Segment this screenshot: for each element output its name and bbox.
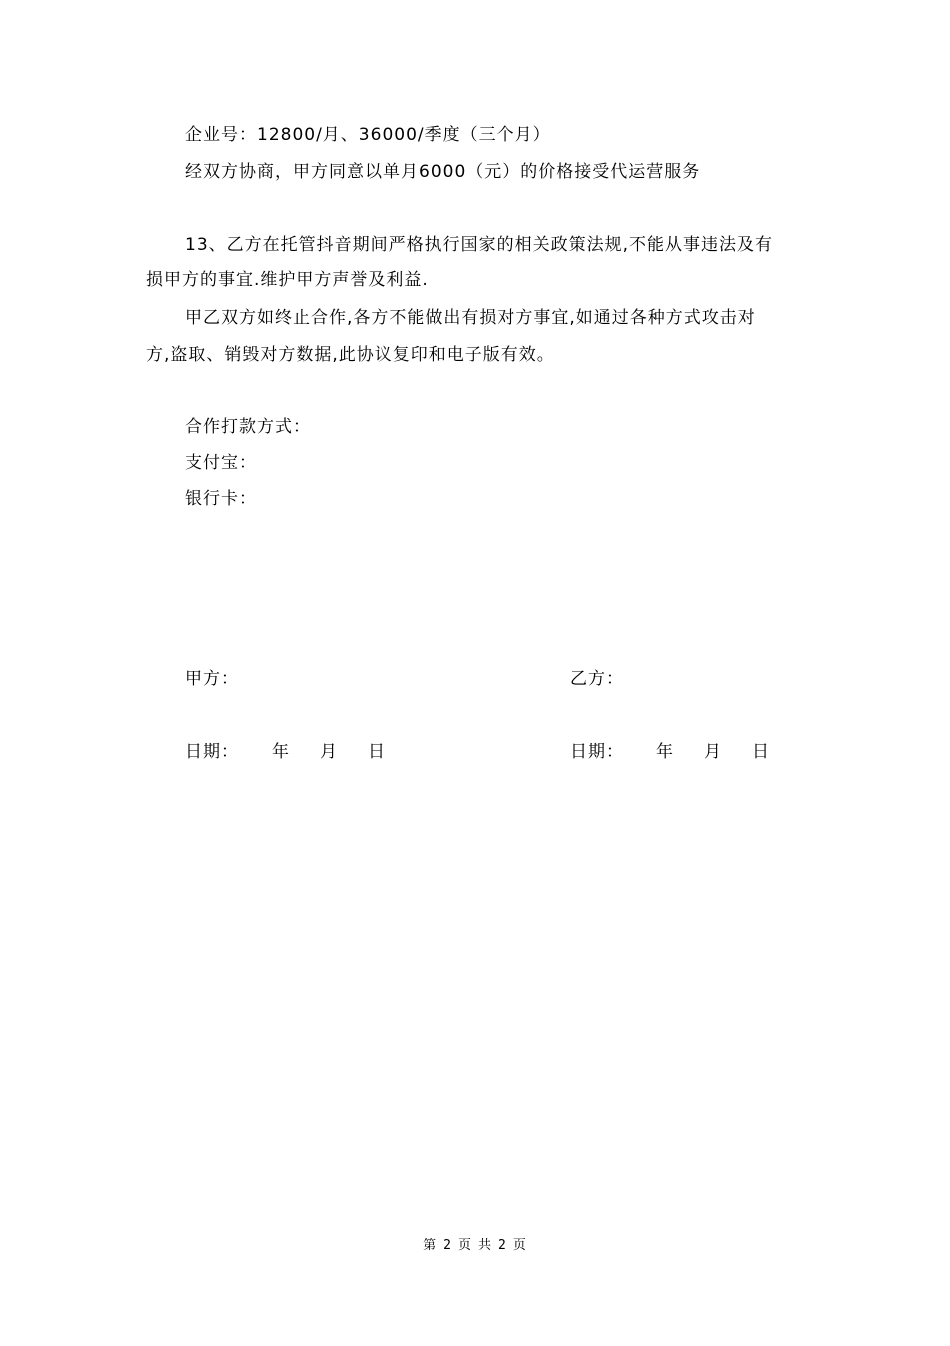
footer-total-suffix: 页 [512,1238,527,1253]
alipay-label: 支付宝： [185,453,257,473]
clause-13-line-1: 13、乙方在托管抖音期间严格执行国家的相关政策法规,不能从事违法及有 [185,235,774,255]
party-a-date-label: 日期： [185,742,239,762]
bank-card-label: 银行卡： [185,489,257,509]
payment-method-title: 合作打款方式： [185,417,311,437]
page-footer [0,1237,950,1255]
party-a-day-label: 日 [368,742,386,762]
party-a-year-label: 年 [272,742,290,762]
footer-current-page: 2 [443,1238,452,1253]
footer-page-prefix: 第 [423,1238,438,1253]
clause-13-line-4: 方,盗取、销毁对方数据,此协议复印和电子版有效。 [146,345,555,365]
party-a-month-label: 月 [320,742,338,762]
party-b-day-label: 日 [752,742,770,762]
footer-page-word: 页 [457,1238,472,1253]
party-b-label: 乙方： [570,669,624,689]
party-b-year-label: 年 [656,742,674,762]
party-b-month-label: 月 [704,742,722,762]
footer-total-prefix: 共 [478,1238,493,1253]
party-a-label: 甲方： [185,669,239,689]
agreed-price-line: 经双方协商，甲方同意以单月6000（元）的价格接受代运营服务 [185,162,701,182]
footer-total-pages: 2 [498,1238,507,1253]
clause-13-line-3: 甲乙双方如终止合作,各方不能做出有损对方事宜,如通过各种方式攻击对 [185,308,756,328]
enterprise-pricing-line: 企业号：12800/月、36000/季度（三个月） [185,125,551,145]
party-b-date-label: 日期： [570,742,624,762]
clause-13-line-2: 损甲方的事宜.维护甲方声誉及利益. [146,270,429,290]
